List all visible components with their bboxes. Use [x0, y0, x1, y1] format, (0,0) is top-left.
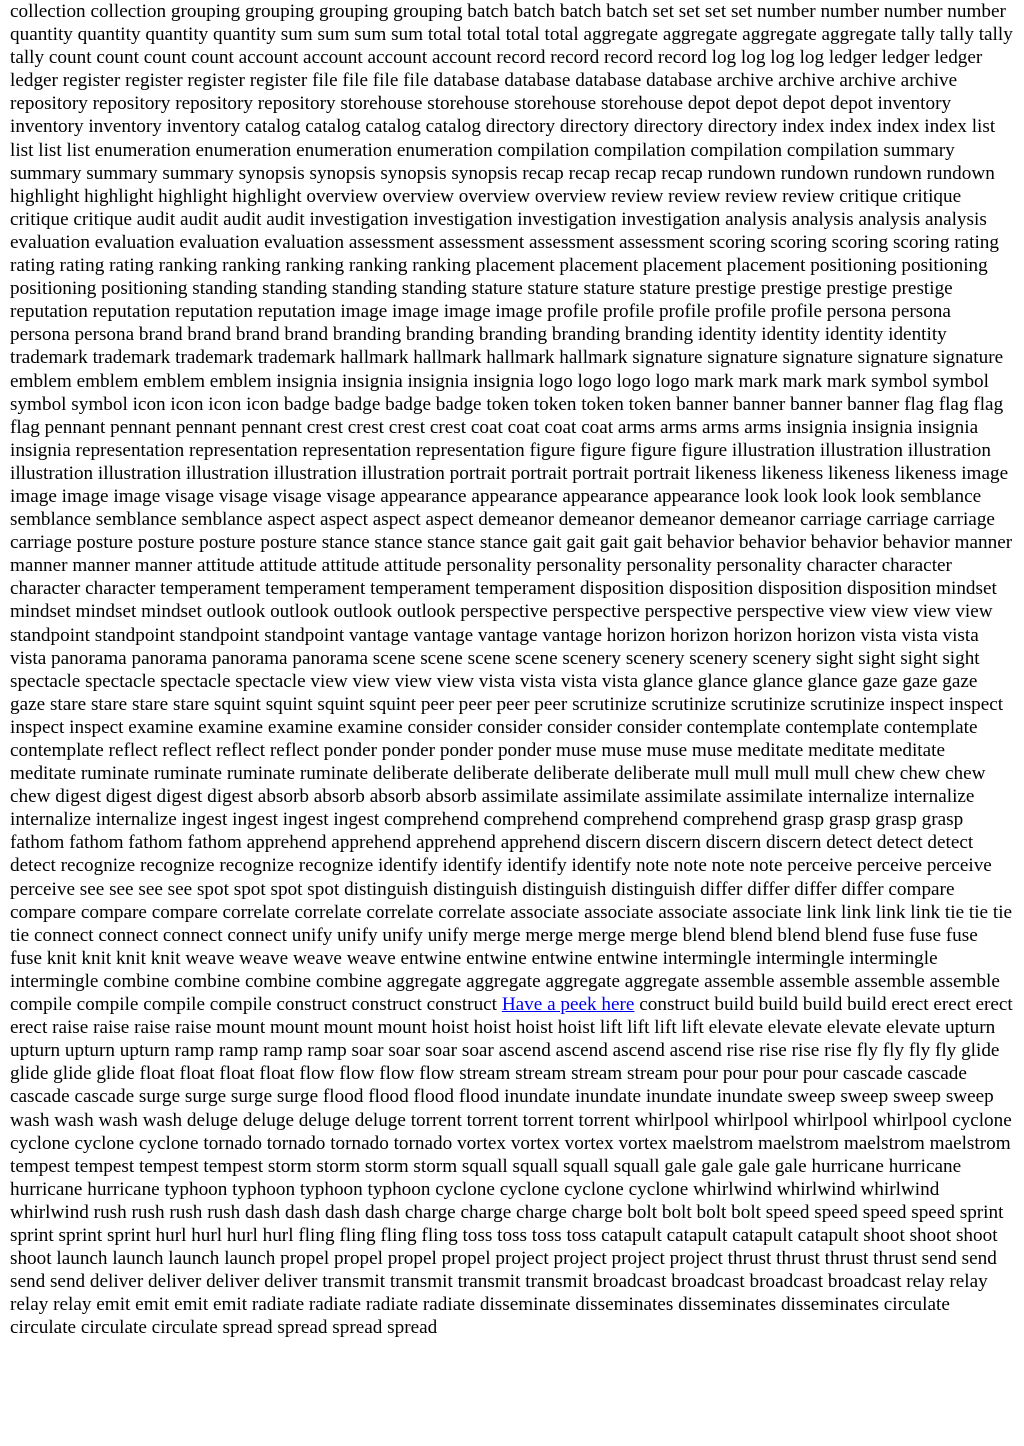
have-a-peek-here-link[interactable]: Have a peek here	[501, 994, 635, 1016]
body-paragraph	[10, 0, 1014, 1339]
paragraph-text-before-link: collection collection grouping grouping grouping grouping batch batch batch batch set set set set number number number number quantity quantity quantity quantity sum sum sum sum total total total total aggregate aggregate aggregate aggregate tally tally tally tally count count count count account account account account record record record record log log log log ledger ledger ledger ledger register register register register file file file file database database database database archive archive archive archive repository repository repository repository storehouse storehouse storehouse storehouse depot depot depot depot inventory inventory inventory inventory catalog catalog catalog catalog directory directory directory directory index index index index list list list list enumeration enumeration enumeration enumeration compilation compilation compilation compilation summary summary summary summary synopsis synopsis synopsis synopsis recap recap recap recap rundown rundown rundown rundown highlight highlight highlight highlight overview overview overview overview review review review review critique critique critique critique audit audit audit audit investigation investigation investigation investigation analysis analysis analysis analysis evaluation evaluation evaluation evaluation assessment assessment assessment assessment scoring scoring scoring scoring rating rating rating rating ranking ranking ranking ranking ranking placement placement placement placement positioning positioning positioning positioning standing standing standing standing stature stature stature stature prestige prestige prestige prestige reputation reputation reputation reputation image image image image profile profile profile profile profile persona persona persona persona brand brand brand brand branding branding branding branding branding identity identity identity identity trademark trademark trademark trademark hallmark hallmark hallmark hallmark signature signature signature signature signature emblem emblem emblem emblem insignia insignia insignia insignia logo logo logo logo mark mark mark mark symbol symbol symbol symbol icon icon icon icon badge badge badge badge token token token token banner banner banner banner flag flag flag flag pennant pennant pennant pennant crest crest crest crest coat coat coat coat arms arms arms arms insignia insignia insignia insignia representation representation representation representation figure figure figure figure illustration illustration illustration illustration illustration illustration illustration illustration portrait portrait portrait portrait likeness likeness likeness likeness image image image image visage visage visage visage appearance appearance appearance appearance look look look look semblance semblance semblance semblance aspect aspect aspect aspect demeanor demeanor demeanor demeanor carriage carriage carriage carriage posture posture posture posture stance stance stance stance gait gait gait gait behavior behavior behavior behavior manner manner manner manner attitude attitude attitude attitude personality personality personality personality character character character character temperament temperament temperament temperament disposition disposition disposition disposition mindset mindset mindset mindset outlook outlook outlook outlook perspective perspective perspective perspective view view view view standpoint standpoint standpoint standpoint vantage vantage vantage vantage horizon horizon horizon horizon vista vista vista vista panorama panorama panorama panorama scene scene scene scene scenery scenery scenery scenery sight sight sight sight spectacle spectacle spectacle spectacle view view view view vista vista vista vista glance glance glance glance gaze gaze gaze gaze stare stare stare stare squint squint squint squint peer peer peer peer scrutinize scrutinize scrutinize scrutinize inspect inspect inspect inspect examine examine examine examine consider consider consider consider contemplate contemplate contemplate contemplate reflect reflect reflect reflect ponder ponder ponder ponder muse muse muse muse meditate meditate meditate meditate ruminate ruminate ruminate ruminate deliberate deliberate deliberate deliberate mull mull mull mull chew chew chew chew digest digest digest digest absorb absorb absorb absorb assimilate assimilate assimilate assimilate internalize internalize internalize internalize ingest ingest ingest ingest comprehend comprehend comprehend comprehend grasp grasp grasp grasp fathom fathom fathom fathom apprehend apprehend apprehend apprehend discern discern discern discern detect detect detect detect recognize recognize recognize recognize identify identify identify identify note note note note perceive perceive perceive perceive see see see see spot spot spot spot distinguish distinguish distinguish distinguish differ differ differ differ compare compare compare compare correlate correlate correlate correlate associate associate associate associate link link link link tie tie tie tie connect connect connect connect unify unify unify unify merge merge merge merge blend blend blend blend fuse fuse fuse fuse knit knit knit knit weave weave weave weave entwine entwine entwine entwine intermingle intermingle intermingle intermingle combine combine combine combine aggregate aggregate aggregate aggregate assemble assemble assemble assemble compile compile compile compile construct construct construct	[10, 1, 1013, 1016]
paragraph-text-after-link: construct build build build build erect erect erect erect raise raise raise raise mount mount mount mount hoist hoist hoist hoist lift lift lift lift elevate elevate elevate elevate upturn upturn upturn upturn ramp ramp ramp ramp soar soar soar soar ascend ascend ascend ascend rise rise rise rise fly fly fly fly glide glide glide glide float float float float flow flow flow flow stream stream stream stream pour pour pour pour cascade cascade cascade cascade surge surge surge surge flood flood flood flood inundate inundate inundate inundate sweep sweep sweep sweep wash wash wash wash deluge deluge deluge deluge torrent torrent torrent torrent whirlpool whirlpool whirlpool whirlpool cyclone cyclone cyclone cyclone tornado tornado tornado tornado vortex vortex vortex vortex maelstrom maelstrom maelstrom maelstrom tempest tempest tempest tempest storm storm storm storm squall squall squall squall gale gale gale gale hurricane hurricane hurricane hurricane typhoon typhoon typhoon typhoon cyclone cyclone cyclone cyclone whirlwind whirlwind whirlwind whirlwind rush rush rush rush dash dash dash dash charge charge charge charge bolt bolt bolt bolt speed speed speed speed sprint sprint sprint sprint hurl hurl hurl hurl fling fling fling fling toss toss toss toss catapult catapult catapult catapult shoot shoot shoot shoot launch launch launch launch propel propel propel propel project project project project thrust thrust thrust thrust send send send send deliver deliver deliver deliver transmit transmit transmit transmit broadcast broadcast broadcast broadcast relay relay relay relay emit emit emit emit radiate radiate radiate radiate disseminate disseminates disseminates disseminates circulate circulate circulate circulate spread spread spread spread	[10, 994, 1013, 1339]
